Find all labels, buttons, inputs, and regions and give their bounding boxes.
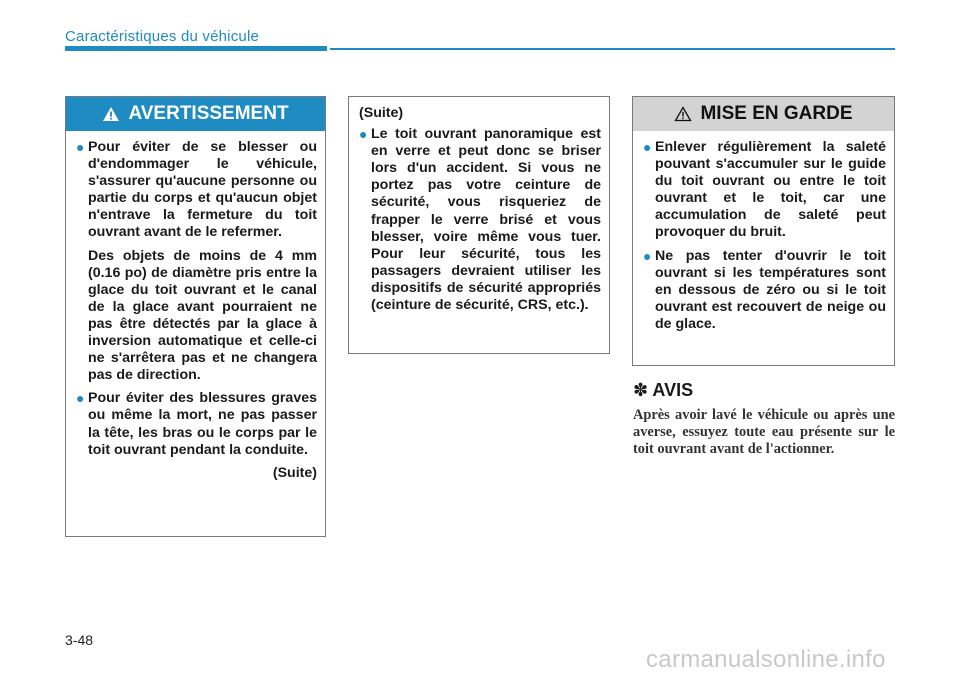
watermark: carmanualsonline.info [646, 646, 886, 673]
notice-text: Après avoir lavé le véhicule ou après une averse, essuyez toute eau présente sur le toit ouvrant avant de l'actionner. [633, 407, 895, 457]
continued-box [348, 96, 610, 354]
header-rule-thick [65, 46, 327, 51]
list-item: ● Pour éviter de se blesser ou d'endommager le véhicule, s'assurer qu'aucune personne ou partie du corps et qu'aucun objet n'entrave la fermeture du toit ouvrant avant de le refermer. [76, 139, 317, 241]
notice-title: ✽ AVIS [633, 380, 694, 400]
notice-section [633, 380, 895, 458]
caution-triangle-icon [674, 106, 692, 122]
caution-box [632, 96, 895, 366]
bullet-icon: ● [643, 139, 652, 155]
header-rule-thin [330, 48, 895, 50]
warning-triangle-icon [102, 106, 120, 122]
continued-label: (Suite) [272, 464, 317, 481]
section-title: Caractéristiques du véhicule [65, 28, 260, 45]
bullet-icon: ● [76, 139, 85, 155]
continued-body [349, 97, 609, 326]
warning-box [65, 96, 326, 537]
list-item: ● Ne pas tenter d'ouvrir le toit ouvrant si les températures sont en dessous de zéro ou si le toit ouvrant est recouvert de neige ou de glace. [643, 247, 886, 332]
caution-title: MISE EN GARDE [700, 103, 853, 124]
bullet-icon: ● [359, 126, 368, 143]
caution-body [633, 131, 894, 345]
bullet-icon: ● [643, 247, 652, 264]
continued-label: (Suite) [359, 105, 404, 121]
list-item: ● Pour éviter des blessures graves ou même la mort, ne pas passer la tête, les bras ou le corps par le toit ouvrant pendant la conduite. [76, 390, 317, 458]
page-number: 3-48 [65, 632, 94, 648]
warning-title: AVERTISSEMENT [128, 103, 289, 124]
list-item-continuation: Des objets de moins de 4 mm (0.16 po) de diamètre pris entre la glace du toit ouvrant et le canal de la glace avant pourraient ne pas être détectés par la glace à inversion automatique et celle-ci ne s'arrêtera pas et ne changera pas de direction. [88, 247, 317, 384]
bullet-icon: ● [76, 390, 85, 407]
warning-body [66, 131, 325, 488]
list-item: ● Enlever régulièrement la saleté pouvant s'accumuler sur le guide du toit ouvrant ou entre le toit ouvrant et le toit, car une accumulation de saleté peut provoquer du bruit. [643, 139, 886, 241]
warning-header [66, 97, 325, 131]
caution-header [633, 97, 894, 131]
list-item: ● Le toit ouvrant panoramique est en verre et peut donc se briser lors d'un accident. Si vous ne portez pas votre ceinture de sécurité, vous risqueriez de frapper le verre brisé et vous blesser, voire même vous tuer. Pour leur sécurité, tous les passagers devraient utiliser les dispositifs de sécurité appropriés (ceinture de sécurité, CRS, etc.). [359, 126, 601, 314]
